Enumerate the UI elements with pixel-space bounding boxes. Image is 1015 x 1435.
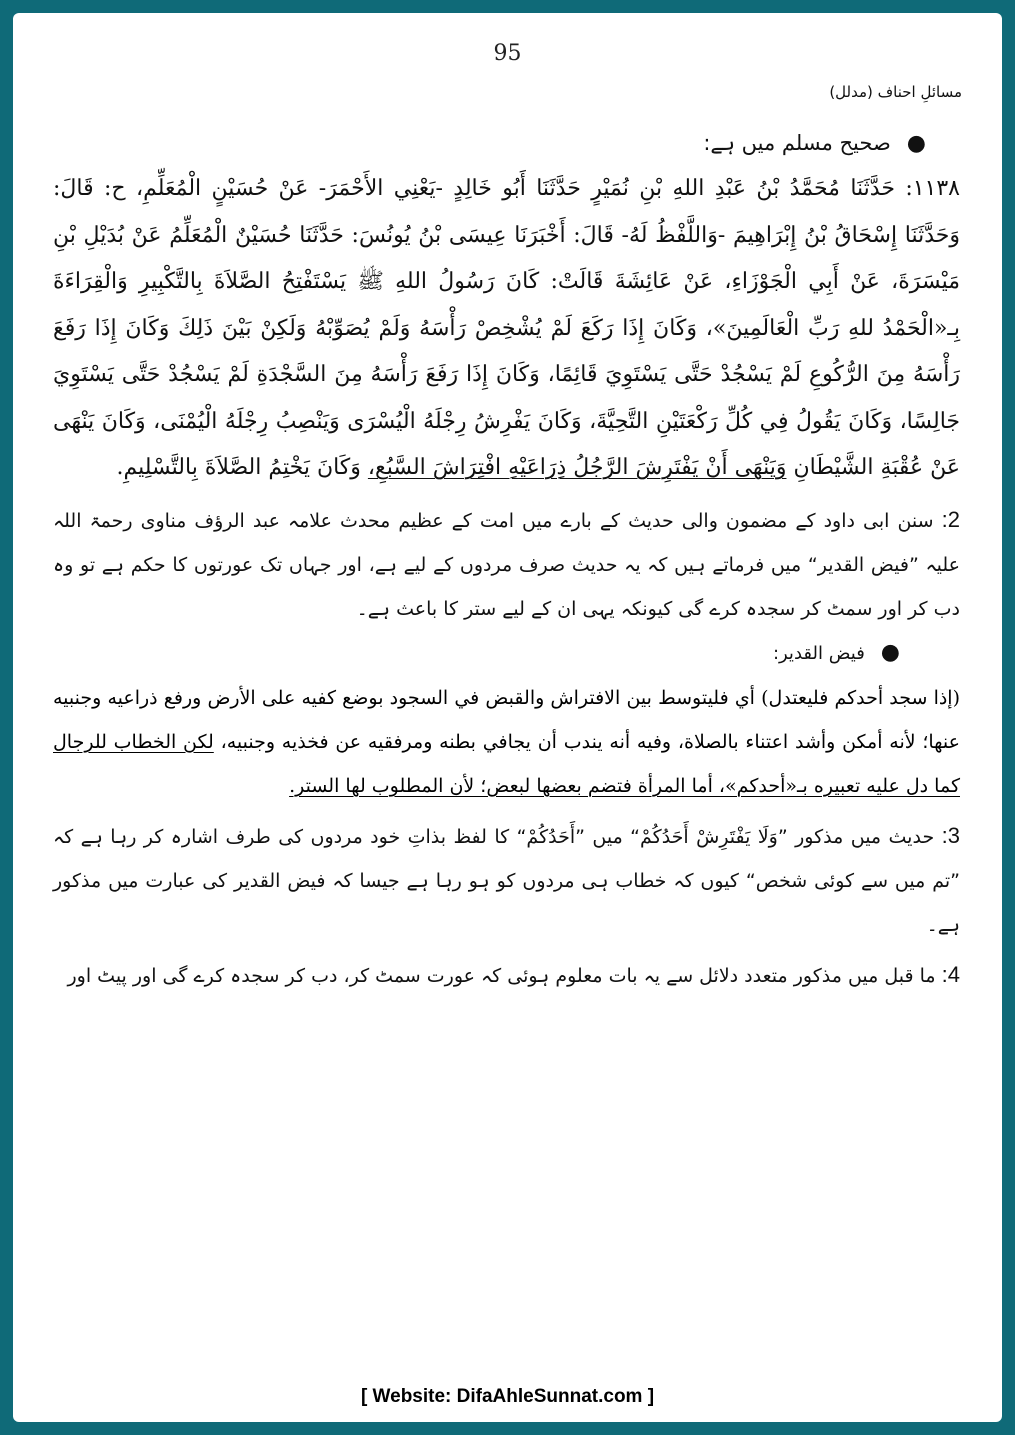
note-2-number: 2: bbox=[941, 506, 960, 532]
hadith-main: ١١٣٨: حَدَّثَنَا مُحَمَّدُ بْنُ عَبْدِ اللهِ بْنِ نُمَيْرٍ حَدَّثَنَا أَبُو خَالِدٍ -يَعْنِي الأَحْمَرَ- عَنْ حُسَيْنٍ الْمُعَلِّمِ، ح: قَالَ: وَحَدَّثَنَا إِسْحَاقُ بْنُ إِبْرَاهِيمَ -وَاللَّفْظُ لَهُ- قَالَ: أَخْبَرَنَا عِيسَى بْنُ يُونُسَ: حَدَّثَنَا حُسَيْنٌ الْمُعَلِّمُ عَنْ بُدَيْلِ بْنِ مَيْسَرَةَ، عَنْ أَبِي الْجَوْزَاءِ، عَنْ عَائِشَةَ قَالَتْ: كَانَ رَسُولُ اللهِ ﷺ يَسْتَفْتِحُ الصَّلاَةَ بِالتَّكْبِيرِ وَالْقِرَاءَةَ بِـ«الْحَمْدُ للهِ رَبِّ الْعَالَمِينَ»، وَكَانَ إِذَا رَكَعَ لَمْ يُشْخِصْ رَأْسَهُ وَلَمْ يُصَوِّبْهُ وَلَكِنْ بَيْنَ ذَلِكَ وَكَانَ إِذَا رَفَعَ رَأْسَهُ مِنَ الرُّكُوعِ لَمْ يَسْجُدْ حَتَّى يَسْتَوِيَ قَائِمًا، وَكَانَ إِذَا رَفَعَ رَأْسَهُ مِنَ السَّجْدَةِ لَمْ يَسْجُدْ حَتَّى يَسْتَوِيَ جَالِسًا، وَكَانَ يَقُولُ فِي كُلِّ رَكْعَتَيْنِ التَّحِيَّةَ، وَكَانَ يَفْرِشُ رِجْلَهُ الْيُسْرَى وَيَنْصِبُ رِجْلَهُ الْيُمْنَى، وَكَانَ يَنْهَى عَنْ عُقْبَةِ الشَّيْطَانِ bbox=[53, 176, 960, 480]
note-2-text: سنن ابی داود کے مضمون والی حدیث کے بارے میں امت کے عظیم محدث علامہ عبد الرؤف مناوی رحمۃ اللہ علیہ ”فیض القدیر“ میں فرماتے ہیں کہ یہ حدیث صرف مردوں کے لیے ہے، اور جہاں تک عورتوں کا حکم ہے تو وہ دب کر اور سمٹ کر سجدہ کرے گی کیونکہ یہی ان کے لیے ستر کا باعث ہے۔ bbox=[53, 509, 960, 620]
note-4 bbox=[53, 953, 960, 998]
page-content bbox=[53, 121, 960, 998]
note-3 bbox=[53, 814, 960, 947]
fayd-quote bbox=[53, 676, 960, 808]
bullet-icon: ● bbox=[906, 131, 926, 156]
note-2 bbox=[53, 498, 960, 631]
fayd-heading-text: فيض القدير: bbox=[772, 642, 865, 664]
fayd-heading bbox=[53, 631, 960, 676]
bullet-icon: ● bbox=[880, 639, 900, 665]
page-number: 95 bbox=[493, 41, 522, 66]
hadith-underlined: وَيَنْهَى أَنْ يَفْتَرِشَ الرَّجُلُ ذِرَاعَيْهِ افْتِرَاشَ السَّبُعِ، bbox=[367, 455, 787, 480]
note-3-text: حدیث میں مذکور ”وَلَا يَفْتَرِشْ أَحَدُكُمْ“ میں ”أَحَدُكُمْ“ کا لفظ بذاتِ خود مردوں کی طرف اشارہ کر رہا ہے کہ ”تم میں سے کوئی شخص“ کیوں کہ خطاب ہی مردوں کو ہو رہا ہے جیسا کہ فیض القدیر کی عبارت میں مذکور ہے۔ bbox=[53, 825, 960, 936]
hadith-end: وَكَانَ يَخْتِمُ الصَّلاَةَ بِالتَّسْلِيمِ. bbox=[116, 455, 368, 480]
fayd-underlined: لكن الخطاب للرجال كما دل عليه تعبيره بـ«أحدكم»، أما المرأة فتضم بعضها لبعض؛ لأن المطلوب لها الستر. bbox=[53, 730, 960, 797]
hadith-text bbox=[53, 166, 960, 492]
note-3-number: 3: bbox=[941, 822, 960, 848]
fayd-main: (إذا سجد أحدكم فليعتدل) أي فليتوسط بين الافتراش والقبض في السجود بوضع كفيه على الأرض ورفع ذراعيه وجنبيه عنها؛ لأنه أمكن وأشد اعتناء بالصلاة، وفيه أنه يندب أن يجافي بطنه ومرفقيه عن فخذيه وجنبيه، bbox=[53, 686, 961, 753]
note-4-number: 4: bbox=[941, 961, 960, 987]
document-page bbox=[13, 13, 1002, 1422]
section-heading-text: صحیح مسلم میں ہے: bbox=[703, 131, 891, 155]
running-header: مسائلِ احناف (مدلل) bbox=[829, 83, 962, 101]
note-4-text: ما قبل میں مذکور متعدد دلائل سے یہ بات معلوم ہوئی کہ عورت سمٹ کر، دب کر سجدہ کرے گی اور پیٹ اور bbox=[67, 964, 942, 987]
section-heading bbox=[53, 121, 960, 166]
website-footer: [ Website: DifaAhleSunnat.com ] bbox=[360, 1386, 655, 1407]
